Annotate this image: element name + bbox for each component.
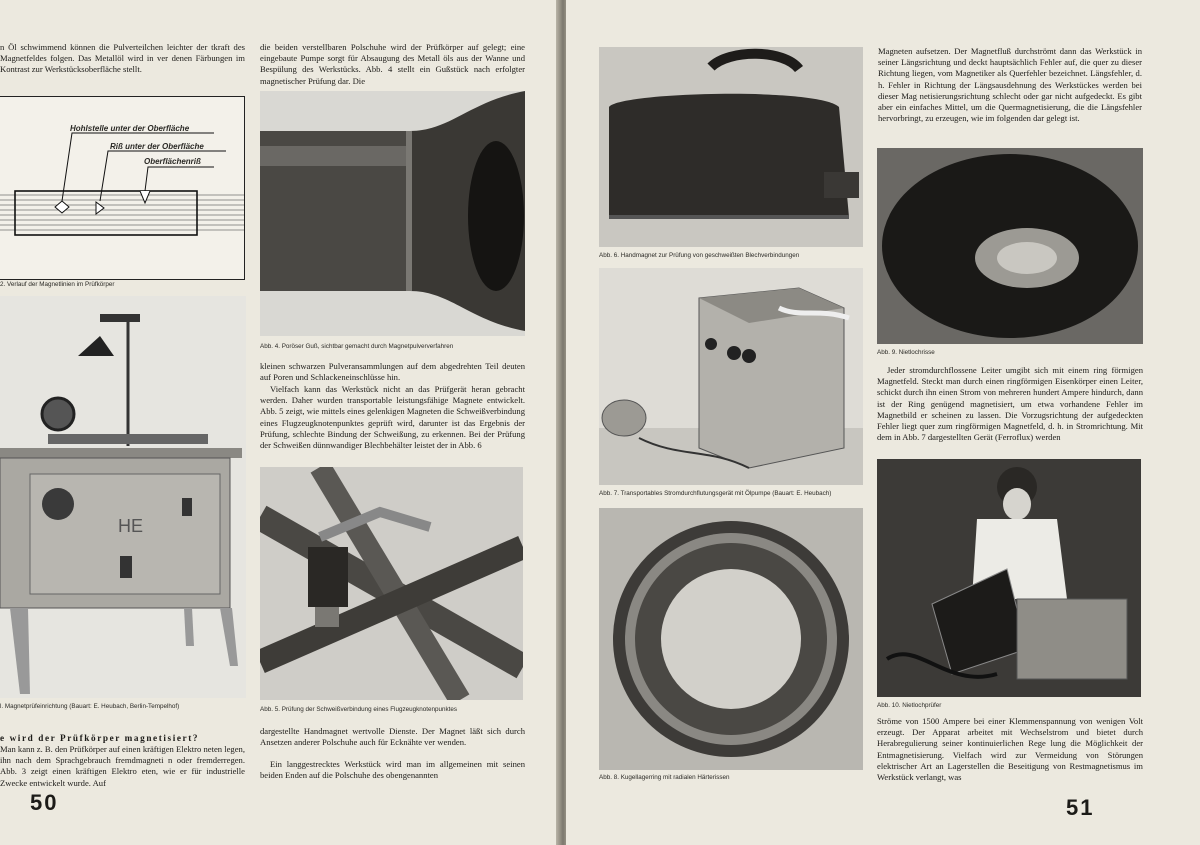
fig7-caption: Abb. 7. Transportables Stromdurchflutungsgerät mit Ölpumpe (Bauart: E. Heubach) [599, 490, 832, 497]
fig9-caption: Abb. 9. Nietlochrisse [877, 349, 935, 356]
magnetic-field-diagram [0, 96, 245, 280]
col2-mid-paragraph-2: Vielfach kann das Werkstück nicht an das Prüfgerät heran gebracht werden. Daher wurden transportable leistungsfähige Magnete entwickelt. Abb. 5 zeigt, wie mittels eines gelenkigen Magneten die Schweißverbindung eines Flugzeugknotenpunktes geprüft wird, darunter ist das Ergebnis der Prüfung, schlechte Bindung der Schweißung, zu erkennen. Bei der Prüfung der Schweißen dünnwandiger Blechbehälter leistet der in Abb. 6 [260, 384, 525, 451]
bearing-ring-photo [599, 508, 863, 770]
right-mid-paragraph: Jeder stromdurchflossene Leiter umgibt sich mit einem ring förmigen Magnetfeld. Steckt man durch einen ringförmigen Eisenkörper einen Leiter, schickt durch ihn einen Strom von mehreren hundert Ampere hindurch, dann ist der Ring genügend magnetisiert, um etwa vorhandene Fehler im Magnetbild er scheinen zu lassen. Die Vorzugsrichtung der aufgedeckten Fehler liegt quer zum ringförmigen Magnetfeld, d. h. in Stromrichtung. Mit dem in Abb. 7 dargestellten Gerät (Ferroflux) werden [877, 365, 1143, 443]
diagram-label-subsurface-crack: Riß unter der Oberfläche [110, 142, 204, 151]
fig6-caption: Abb. 6. Handmagnet zur Prüfung von geschweißten Blechverbindungen [599, 252, 800, 259]
col2-bottom-paragraph-1: dargestellte Handmagnet wertvolle Dienste. Der Magnet läßt sich durch Ansetzen anderer Polschuhe auch für Ecknähte ver wenden. [260, 726, 525, 748]
porous-casting-photo [260, 91, 525, 336]
right-top-paragraph: Magneten aufsetzen. Der Magnetfluß durchströmt dann das Werkstück in seiner Längsrichtung und deckt hauptsächlich Fehler auf, die quer zu dieser Richtung liegen, vom Magnetiker als Querfehler bezeichnet. Längsfehler, d. h. Fehler in Richtung der Längsausdehnung des Werkstückes werden bei dieser Mag netisierungsrichtung schlecht oder gar nicht aufgedeckt. Es gibt aber ein einfaches Mittel, um die Quermagnetisierung, die die Längsfehler hervorbringt, zu erzeugen, wie im folgenden dar gelegt ist. [878, 46, 1142, 124]
col2-top-paragraph: die beiden verstellbaren Polschuhe wird der Prüfkörper auf gelegt; eine eingebaute Pumpe sorgt für Absaugung des Metall öls aus der Wanne und Bespülung des Werkstücks. Abb. 4 stellt ein Gußstück nach erfolgter magnetischer Prüfung dar. Die [260, 42, 525, 86]
test-bench-photo [0, 296, 246, 698]
diagram-label-surface-crack: Oberflächenriß [144, 157, 201, 166]
rivet-hole-tester-photo [877, 459, 1141, 697]
page-number-left: 50 [30, 790, 59, 815]
page-number-right: 51 [1066, 795, 1095, 820]
fig10-caption: Abb. 10. Nietlochprüfer [877, 702, 942, 709]
right-bottom-paragraph: Ströme von 1500 Ampere bei einer Klemmenspannung von wenigen Volt erzeugt. Der Apparat arbeitet mit Wechselstrom und bietet durch Herabregulierung seiner kontinuierlichen Rege lung die Möglichkeit der Entmagnetisierung. Vielfach wird zur Vermeidung von Störungen elektrischer Art an Lagerstellen die Beseitigung von Restmagnetismus im Werkstück verlangt, was [877, 716, 1143, 783]
fig5-caption: Abb. 5. Prüfung der Schweißverbindung eines Flugzeugknotenpunktes [260, 706, 458, 713]
left-top-paragraph: n Öl schwimmend können die Pulverteilchen leichter der tkraft des Magnetfeldes folgen. Das Metallöl wird in ver denen Färbungen im Kontrast zur Werkstücksoberfläche stellt. [0, 42, 245, 75]
hand-magnet-photo [599, 47, 863, 247]
left-bottom-paragraph: Man kann z. B. den Prüfkörper auf einen kräftigen Elektro neten legen, ihn nach dem Sprachgebrauch fremdmagneti n oder fremderregen. Abb. 3 zeigt einen kräftigen Elektro eten, wie er für industrielle Zwecke entwickelt wurde. Auf [0, 744, 245, 788]
left-page [0, 0, 560, 845]
weld-joint-photo [260, 467, 523, 700]
fig8-caption: Abb. 8. Kugellagerring mit radialen Härterissen [599, 774, 730, 781]
section-heading: e wird der Prüfkörper magnetisiert? [0, 733, 200, 743]
col2-mid-paragraph-1: kleinen schwarzen Pulveransammlungen auf dem abgedrehten Teil deuten auf Poren und Schlackeneinschlüsse hin. [260, 361, 525, 383]
svg-text:HE: HE [118, 516, 144, 536]
fig3-caption: l. Magnetprüfeinrichtung (Bauart: E. Heubach, Berlin-Tempelhof) [0, 703, 180, 710]
rivet-hole-cracks-photo [877, 148, 1143, 344]
right-page [566, 0, 1200, 845]
fig2-caption: 2. Verlauf der Magnetlinien im Prüfkörper [0, 281, 115, 288]
current-flow-device-photo [599, 268, 863, 485]
col2-bottom-paragraph-2: Ein langgestrecktes Werkstück wird man im allgemeinen mit seinen beiden Enden auf die Polschuhe des obengenannten [260, 759, 525, 781]
fig4-caption: Abb. 4. Poröser Guß, sichtbar gemacht durch Magnetpulververfahren [260, 343, 454, 350]
diagram-label-cavity: Hohlstelle unter der Oberfläche [70, 124, 190, 133]
